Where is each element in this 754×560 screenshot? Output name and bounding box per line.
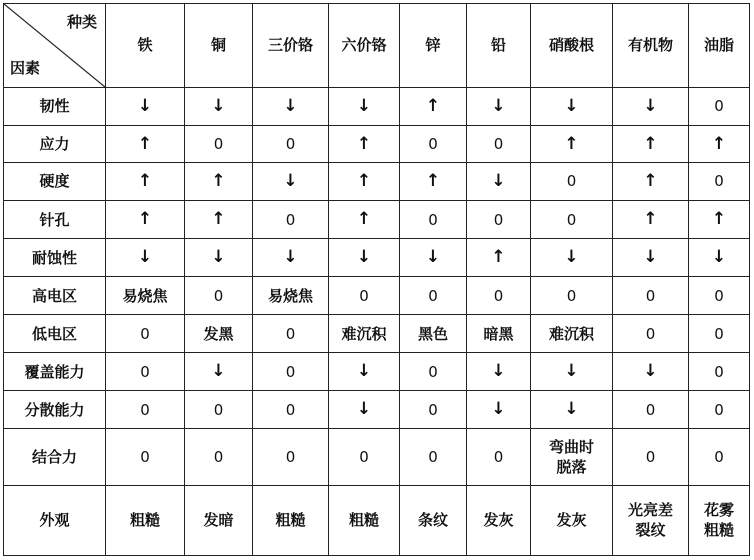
down-arrow-icon: ↓ — [425, 247, 441, 268]
down-arrow-icon: ↓ — [564, 96, 579, 117]
row-label: 应力 — [4, 126, 106, 163]
table-cell — [185, 163, 253, 201]
down-arrow-icon: ↓ — [643, 247, 658, 268]
table-row — [4, 315, 750, 353]
down-arrow-icon: ↓ — [283, 171, 298, 192]
up-arrow-icon: ↑ — [425, 96, 441, 117]
table-cell — [613, 126, 689, 163]
table-cell — [467, 429, 531, 486]
up-arrow-icon: ↑ — [137, 171, 153, 192]
table-cell — [689, 88, 750, 126]
cell-value: 0 — [213, 134, 224, 153]
table-cell — [253, 239, 329, 277]
table-cell — [329, 353, 400, 391]
up-arrow-icon: ↑ — [137, 133, 153, 154]
table-cell — [613, 201, 689, 239]
table-cell — [253, 391, 329, 429]
cell-value: 黑色 — [417, 324, 448, 343]
table-row — [4, 239, 750, 277]
table-cell — [329, 391, 400, 429]
table-cell — [106, 353, 185, 391]
table-cell — [329, 126, 400, 163]
cell-value: 0 — [428, 210, 438, 229]
table-cell — [400, 201, 467, 239]
down-arrow-icon: ↓ — [491, 399, 506, 420]
column-header: 铁 — [106, 4, 185, 88]
table-cell — [467, 201, 531, 239]
table-cell — [467, 277, 531, 315]
table-cell — [253, 353, 329, 391]
cell-value: 0 — [213, 400, 224, 419]
table-cell — [185, 201, 253, 239]
cell-value: 0 — [140, 400, 150, 419]
up-arrow-icon: ↑ — [137, 209, 153, 230]
column-header: 硝酸根 — [531, 4, 613, 88]
column-header: 铅 — [467, 4, 531, 88]
table-cell — [253, 126, 329, 163]
cell-value: 0 — [714, 324, 724, 343]
table-cell — [185, 315, 253, 353]
cell-value: 0 — [645, 324, 656, 343]
table-row — [4, 429, 750, 486]
cell-value: 粗糙 — [348, 511, 379, 530]
down-arrow-icon: ↓ — [356, 247, 372, 268]
corner-label-type: 种类 — [66, 13, 97, 31]
cell-value: 0 — [645, 286, 656, 305]
table-cell — [467, 163, 531, 201]
table-cell — [106, 163, 185, 201]
table-cell — [531, 239, 613, 277]
cell-value: 0 — [493, 134, 504, 153]
table-cell — [689, 485, 750, 555]
cell-value: 0 — [566, 286, 577, 305]
table-cell — [106, 391, 185, 429]
cell-value: 0 — [285, 448, 296, 467]
table-cell — [329, 277, 400, 315]
cell-value: 0 — [285, 210, 296, 229]
down-arrow-icon: ↓ — [211, 361, 226, 382]
row-label: 针孔 — [4, 201, 106, 239]
cell-value: 0 — [645, 448, 656, 467]
row-label: 分散能力 — [4, 391, 106, 429]
header-row — [4, 4, 750, 88]
column-header: 有机物 — [613, 4, 689, 88]
table-cell — [106, 126, 185, 163]
up-arrow-icon: ↑ — [211, 209, 226, 230]
table-cell — [467, 485, 531, 555]
table-cell — [400, 429, 467, 486]
table-cell — [106, 429, 185, 486]
table-cell — [689, 315, 750, 353]
cell-value: 0 — [285, 400, 296, 419]
row-label: 外观 — [4, 485, 106, 555]
up-arrow-icon: ↑ — [643, 171, 658, 192]
table-cell — [253, 315, 329, 353]
table-cell — [329, 88, 400, 126]
down-arrow-icon: ↓ — [491, 171, 506, 192]
cell-value: 粗糙 — [275, 511, 306, 530]
table-row — [4, 201, 750, 239]
down-arrow-icon: ↓ — [564, 399, 579, 420]
row-label: 硬度 — [4, 163, 106, 201]
cell-value: 0 — [428, 400, 438, 419]
cell-value: 0 — [493, 448, 504, 467]
table-cell — [400, 88, 467, 126]
table-cell — [689, 353, 750, 391]
table-cell — [329, 315, 400, 353]
table-cell — [106, 277, 185, 315]
table-row — [4, 353, 750, 391]
row-label: 耐蚀性 — [4, 239, 106, 277]
cell-value: 发灰 — [483, 511, 514, 530]
cell-value: 暗黑 — [483, 324, 514, 343]
table-row — [4, 277, 750, 315]
table-row — [4, 485, 750, 555]
cell-value: 0 — [645, 400, 656, 419]
cell-value: 0 — [493, 286, 504, 305]
table-cell — [689, 429, 750, 486]
table-cell — [613, 277, 689, 315]
table-cell — [613, 163, 689, 201]
cell-value: 0 — [359, 448, 369, 467]
table-cell — [531, 315, 613, 353]
table-cell — [329, 163, 400, 201]
table-cell — [531, 88, 613, 126]
table-cell — [613, 88, 689, 126]
table-cell — [531, 201, 613, 239]
cell-value: 0 — [714, 448, 724, 467]
cell-value: 0 — [714, 172, 724, 191]
table-cell — [253, 277, 329, 315]
table-cell — [253, 429, 329, 486]
cell-value: 0 — [493, 210, 504, 229]
table-cell — [613, 429, 689, 486]
cell-value: 0 — [359, 286, 369, 305]
cell-value: 0 — [428, 362, 438, 381]
up-arrow-icon: ↑ — [356, 171, 372, 192]
up-arrow-icon: ↑ — [425, 171, 441, 192]
cell-value: 条纹 — [417, 511, 448, 530]
table-cell — [400, 277, 467, 315]
table-cell — [185, 126, 253, 163]
down-arrow-icon: ↓ — [283, 96, 298, 117]
down-arrow-icon: ↓ — [211, 96, 226, 117]
table-cell — [467, 88, 531, 126]
cell-value: 0 — [714, 286, 724, 305]
up-arrow-icon: ↑ — [643, 133, 658, 154]
cell-value: 弯曲时 脱落 — [548, 437, 594, 477]
corner-header-cell — [4, 4, 106, 88]
row-label: 高电区 — [4, 277, 106, 315]
table-cell — [689, 163, 750, 201]
up-arrow-icon: ↑ — [491, 247, 506, 268]
cell-value: 0 — [428, 448, 438, 467]
down-arrow-icon: ↓ — [564, 361, 579, 382]
factors-table — [3, 3, 750, 556]
table-cell — [329, 485, 400, 555]
table-cell — [400, 239, 467, 277]
cell-value: 0 — [714, 97, 724, 116]
cell-value: 0 — [140, 362, 150, 381]
table-cell — [689, 126, 750, 163]
table-cell — [467, 353, 531, 391]
table-cell — [531, 485, 613, 555]
cell-value: 发灰 — [556, 511, 587, 530]
down-arrow-icon: ↓ — [564, 247, 579, 268]
table-cell — [689, 391, 750, 429]
table-cell — [185, 88, 253, 126]
table-cell — [185, 353, 253, 391]
up-arrow-icon: ↑ — [711, 209, 727, 230]
down-arrow-icon: ↓ — [491, 96, 506, 117]
cell-value: 花雾 粗糙 — [703, 501, 734, 540]
cell-value: 难沉积 — [548, 324, 594, 343]
cell-value: 0 — [140, 324, 150, 343]
table-cell — [106, 485, 185, 555]
table-cell — [106, 201, 185, 239]
down-arrow-icon: ↓ — [137, 247, 153, 268]
table-cell — [467, 315, 531, 353]
row-label: 结合力 — [4, 429, 106, 486]
table-cell — [531, 353, 613, 391]
table-cell — [531, 391, 613, 429]
cell-value: 发暗 — [203, 511, 234, 530]
table-cell — [613, 485, 689, 555]
down-arrow-icon: ↓ — [356, 361, 372, 382]
table-cell — [329, 429, 400, 486]
up-arrow-icon: ↑ — [643, 209, 658, 230]
table-cell — [253, 485, 329, 555]
table-cell — [185, 391, 253, 429]
table-cell — [253, 201, 329, 239]
down-arrow-icon: ↓ — [711, 247, 727, 268]
table-cell — [467, 391, 531, 429]
table-cell — [185, 277, 253, 315]
table-cell — [531, 429, 613, 486]
down-arrow-icon: ↓ — [283, 247, 298, 268]
table-body — [4, 88, 750, 556]
up-arrow-icon: ↑ — [564, 133, 579, 154]
cell-value: 0 — [566, 210, 577, 229]
table-row — [4, 163, 750, 201]
table-cell — [185, 239, 253, 277]
column-header: 油脂 — [689, 4, 750, 88]
down-arrow-icon: ↓ — [356, 96, 372, 117]
row-label: 韧性 — [4, 88, 106, 126]
table-cell — [185, 485, 253, 555]
up-arrow-icon: ↑ — [711, 133, 727, 154]
down-arrow-icon: ↓ — [137, 96, 153, 117]
corner-label-factor: 因素 — [10, 58, 41, 77]
table-cell — [531, 277, 613, 315]
down-arrow-icon: ↓ — [211, 247, 226, 268]
table-cell — [185, 429, 253, 486]
cell-value: 光亮差 裂纹 — [627, 501, 673, 540]
table-cell — [613, 239, 689, 277]
cell-value: 粗糙 — [129, 511, 160, 530]
table-cell — [400, 485, 467, 555]
up-arrow-icon: ↑ — [211, 171, 226, 192]
table-row — [4, 391, 750, 429]
table-cell — [400, 163, 467, 201]
cell-value: 易烧焦 — [122, 286, 168, 305]
column-header: 锌 — [400, 4, 467, 88]
table-cell — [106, 239, 185, 277]
cell-value: 易烧焦 — [267, 286, 313, 305]
table-cell — [613, 391, 689, 429]
row-label: 覆盖能力 — [4, 353, 106, 391]
cell-value: 0 — [428, 286, 438, 305]
column-header: 三价铬 — [253, 4, 329, 88]
table-cell — [531, 163, 613, 201]
cell-value: 0 — [714, 362, 724, 381]
cell-value: 0 — [285, 134, 296, 153]
cell-value: 0 — [428, 134, 438, 153]
table-cell — [400, 391, 467, 429]
table-row — [4, 126, 750, 163]
up-arrow-icon: ↑ — [356, 133, 372, 154]
row-label: 低电区 — [4, 315, 106, 353]
table-cell — [689, 201, 750, 239]
down-arrow-icon: ↓ — [356, 399, 372, 420]
up-arrow-icon: ↑ — [356, 209, 372, 230]
table-cell — [613, 315, 689, 353]
column-header: 六价铬 — [329, 4, 400, 88]
table-row — [4, 88, 750, 126]
cell-value: 0 — [213, 448, 224, 467]
table-cell — [329, 239, 400, 277]
cell-value: 0 — [285, 324, 296, 343]
table-cell — [467, 239, 531, 277]
cell-value: 0 — [285, 362, 296, 381]
cell-value: 难沉积 — [341, 324, 387, 343]
table-cell — [329, 201, 400, 239]
cell-value: 发黑 — [203, 324, 234, 343]
down-arrow-icon: ↓ — [491, 361, 506, 382]
table-cell — [689, 277, 750, 315]
table-cell — [400, 126, 467, 163]
cell-value: 0 — [140, 448, 150, 467]
cell-value: 0 — [714, 400, 724, 419]
table-cell — [106, 88, 185, 126]
table-cell — [253, 163, 329, 201]
table-cell — [689, 239, 750, 277]
cell-value: 0 — [213, 286, 224, 305]
down-arrow-icon: ↓ — [643, 361, 658, 382]
table-cell — [613, 353, 689, 391]
column-header: 铜 — [185, 4, 253, 88]
table-cell — [253, 88, 329, 126]
table-cell — [106, 315, 185, 353]
table-cell — [400, 353, 467, 391]
table-cell — [531, 126, 613, 163]
down-arrow-icon: ↓ — [643, 96, 658, 117]
table-cell — [400, 315, 467, 353]
table-cell — [467, 126, 531, 163]
cell-value: 0 — [566, 172, 577, 191]
